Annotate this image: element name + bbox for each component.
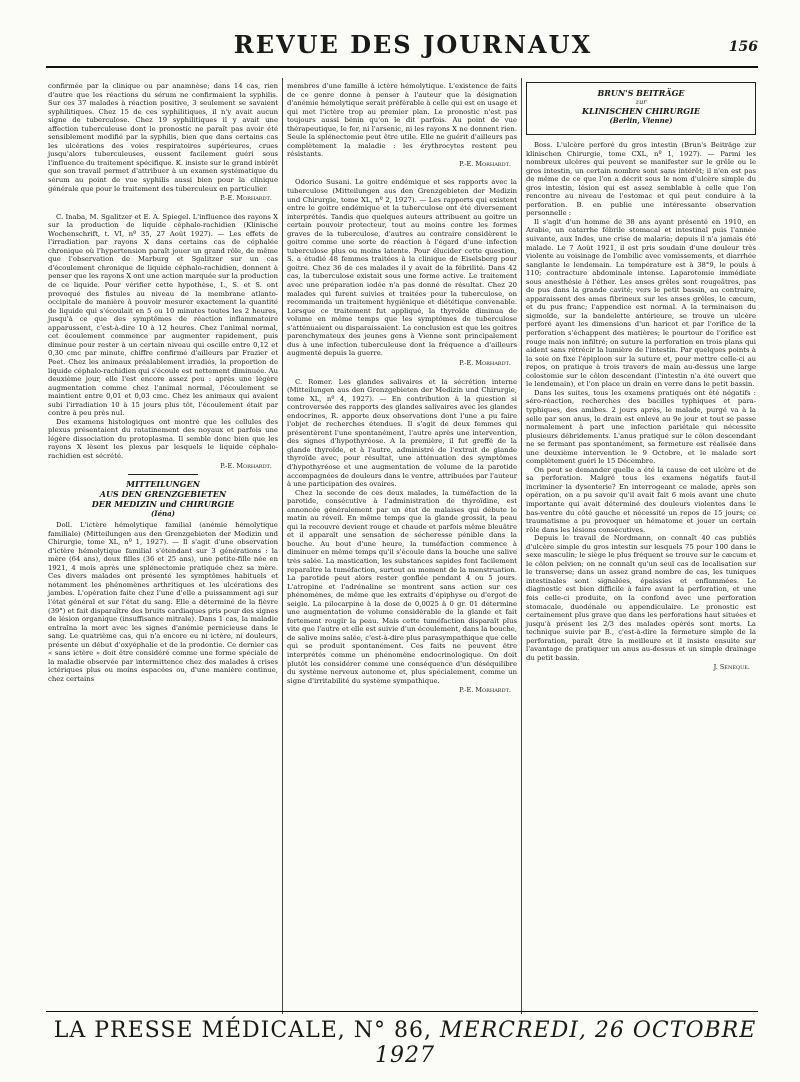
column-3 — [526, 82, 756, 674]
paragraph: confirmée par la clinique ou par anamnèse; dans 14 cas, rien d'autre que les réactions du sérum ne confirmaient la syphilis. Sur ces 37 malades à réaction positive, 3 seulement se savaient syphilitiques. Chez 15 de ces syphilitiques, il n'y avait aucun signe de tuberculose. Chez 19 syphilitiques il y avait une affection tuberculeuse dont le pronostic ne paraît pas avoir été sensiblement modifié par la syphilis, bien que dans certains cas les ulcérations des voies respiratoires supérieures, crues jusqu'alors tuberculeuses, eussent facilement guéri sous l'influence du traitement spécifique. K. insiste sur le grand intérêt que son travail permet d'attribuer à un examen systématique du sérum au point de vue syphilis aussi bien pour la clinique générale que pour le traitement des tuberculeux en particulier. — [48, 82, 278, 193]
paragraph: Depuis le travail de Nordmann, on connaît 40 cas publiés d'ulcère simple du gros intestin sur lesquels 75 pour 100 dans le sexe masculin; le siège le plus fréquent se trouve sur le cæcum et le côlon pelvien; on ne connaît qu'un seul cas de localisation sur le transverse; dans un assez grand nombre de cas, les tuniques intestinales sont signalées, épaissies et enflammées. Le diagnostic est bien difficile à faire avant la perforation, et une fois celle-ci produite, on la confond avec une perforation stomacale, duodénale ou appendiculaire. Le pronostic est certainement plus grave que dans les perforations haut situées et jusqu'à présent les 2/3 des malades opérés sont morts. La technique suivie par B., c'est-à-dire la fermeture simple de la perforation, paraît être la meilleure et il insiste ensuite sur l'avantage de pratiquer un anus au-dessus et un simple drainage du petit bassin. — [526, 534, 756, 662]
article-paragraph: C. Inaba, M. Sgalitzer et E. A. Spiegel. L'influence des rayons X sur la production de liquide céphalo-rachidien (Klinische Wochenschrift, t. VI, nº 35, 27 Août 1927). — Les effets de l'irradiation par rayons X dans certains cas de céphalée chronique où l'hypertension paraît jouer un grand rôle, de même que l'observation de Marburg et Sgalitzer sur un cas d'écoulement chronique de liquide céphalo-rachidien, donnent à penser que les rayons X ont une action marquée sur la production de ce liquide. Pour vérifier cette hypothèse, I., S. et S. ont provoqué des fistules au niveau de la membrane atlanto-occipitale de manière à pouvoir mesurer exactement la quantité de liquide qui s'écoulait en 5 ou 10 minutes toutes les 2 heures, jusqu'à ce que des symptômes de réaction inflammatoire apparussent, c'est-à-dire 10 à 12 heures. Chez l'animal normal, cet écoulement commence par augmenter rapidement, puis diminue pour rester à un certain niveau qui oscille entre 0,12 et 0,30 cmc par minute, chiffre confirmé d'ailleurs par Frazier et Peet. Chez les animaux préalablement irradiés, la proportion de liquide céphalo-rachidien qui s'écoule est nettement diminuée. Au deuxième jour, elle l'est encore assez peu : après une légère augmentation comme chez l'animal normal, l'écoulement se maintient entre 0,01 et 0,03 cmc. Chez les animaux qui avaient subi l'irradiation 10 à 15 jours plus tôt, l'écoulement était par contre à peu près nul. — [48, 212, 278, 418]
paragraph: Chez la seconde de ces deux malades, la tuméfaction de la parotide, consécutive à l'administration de thyroïdine, est annoncée généralement par un état de malaises qui débute le matin au réveil. En même temps que la glande grossit, la peau qui la recouvre devient rouge et chaude et parfois même bleuâtre et il apparaît une sensation de sécheresse pénible dans la bouche. Au bout d'une heure, la tuméfaction commence à diminuer en même temps qu'il s'écoule dans la bouche une salive très salée. La mastication, les substances sapides font facilement reparaître la tuméfaction, surtout au moment de la menstruation. La parotide peut alors rester gonflée pendant 4 ou 5 jours. L'atropine et l'adrénaline se montrent sans action sur ces phénomènes, de même que les extraits d'épiphyse ou d'ergot de seigle. La pilocarpine à la dose de 0,0025 à 0 gr. 01 détermine une augmentation de volume considérable de la glande et fait fortement rougir la peau. Mais cette tuméfaction disparaît plus vite que l'autre et elle est suivie d'un écoulement, dans la bouche, de salive moins salée, c'est-à-dire plus parasympathique que celle qui se produit spontanément. Ces faits ne peuvent être interprétés comme un phénomène endocrinologique. On doit plutôt les considérer comme une conséquence d'un déséquilibre du système nerveux autonome et, plus spécialement, comme un signe d'irritabilité du système sympathique. — [287, 488, 517, 685]
section-heading: KLINISCHEN CHIRURGIE — [582, 106, 700, 116]
article-paragraph: Boss. L'ulcère perforé du gros intestin (Brun's Beiträge zur klinischen Chirurgie, tome CXL, nº 1, 1927). — Parmi les nombreux ulcères qui peuvent se manifester sur le grêle ou le gros intestin, un certain nombre sont sans intérêt; il n'en est pas de même de ce que l'on a décrit sous le nom d'ulcère simple du gros intestin, lésion qui est assez semblable à celle que l'on rencontre au niveau de l'estomac et qui peut conduire à la perforation. B. en publie une intéressante observation personnelle : — [526, 141, 756, 218]
issue-date: MERCREDI, 26 OCTOBRE 1927 — [375, 1018, 757, 1068]
page-footer — [40, 1018, 770, 1068]
section-heading: DER MEDIZIN und CHIRURGIE — [91, 499, 235, 510]
footer-rule — [46, 1011, 758, 1012]
page-number: 156 — [728, 39, 758, 55]
author-signature: P.-E. Morhardt. — [220, 194, 272, 203]
section-heading: MITTEILUNGEN — [126, 479, 200, 490]
column-divider — [282, 78, 283, 1014]
paragraph: On peut se demander quelle a été la cause de cet ulcère et de sa perforation. Malgré tous les examens négatifs faut-il incriminer la dysenterie? En interrogeant ce malade, après son opération, on a pu savoir qu'il avait fait 6 mois avant une chute importante qui avait déterminé des douleurs violentes dans le bas-ventre du côté gauche et nécessité un repos de 15 jours; ce traumatisme a pu provoquer un hématome et jouer un certain rôle dans les lésions consécutives. — [526, 465, 756, 534]
running-title: REVUE DES JOURNAUX — [233, 30, 593, 59]
page-header — [46, 30, 780, 66]
article-paragraph: Odorico Susani. Le goitre endémique et ses rapports avec la tuberculose (Mitteilungen aus den Grenzgebieten der Medizin und Chirurgie, tome XL, nº 2, 1927). — Les rapports qui existent entre le goitre endémique et la tuberculose ont été diversement interprétés. Tandis que quelques auteurs attribuent au goitre un certain pouvoir protecteur, tout au moins contre les formes graves de la tuberculose, d'autres au contraire considèrent le goitre comme une sorte de réaction à l'égard d'une infection tuberculose plus ou moins latente. Pour élucider cette question, S. a étudié 48 femmes traitées à la clinique de Eiselsberg pour goitre. Chez 36 de ces malades il y avait de la fébrilité. Dans 42 cas, la tuberculose existait sous une forme active. Le traitement avec une préparation iodée n'a pas donné de résultat. Chez 20 malades qui furent suivies et traitées pour la tuberculose, on recommanda un traitement hygiénique et diététique convenable. Lorsque ce traitement fut appliqué, la thyroïde diminua de volume en même temps que les symptômes de tuberculose s'atténuaient ou disparaissaient. La conclusion est que les goitres parenchymateux des jeunes gens à Vienne sont principalement dus à une infection tuberculeuse dont la fréquence a d'ailleurs augmenté depuis la guerre. — [287, 178, 517, 358]
separator — [128, 474, 198, 475]
author-signature: J. Sénèque. — [713, 663, 750, 672]
paragraph: membres d'une famille à ictère hémolytique. L'existence de faits de ce genre donne à penser à l'auteur que la désignation d'anémie hémolytique serait préférable à celle qui est en usage et qui met l'ictère trop au premier plan. Le pronostic n'est pas toujours aussi bénin qu'on le dit parfois. Au point de vue thérapeutique, le fer, ni l'arsenic, ni les rayons X ne donnent rien. Seule la splénectomie peut être utile. Elle ne guérit d'ailleurs pas complètement la maladie : les érythrocytes restent peu résistants. — [287, 82, 517, 159]
section-box — [526, 82, 756, 135]
author-signature: P.-E. Morhardt. — [220, 461, 272, 470]
author-signature: P.-E. Morhardt. — [459, 159, 511, 168]
section-city: (Berlin, Vienne) — [609, 116, 673, 125]
journal-issue: LA PRESSE MÉDICALE, N° 86, — [53, 1018, 432, 1043]
paragraph: Il s'agit d'un homme de 38 ans ayant présenté en 1910, en Arabie, un catarrhe fébrile stomacal et intestinal puis l'année suivante, aux Indes, une crise de malaria; depuis il n'a jamais été malade. Le 7 Août 1921, il est pris soudain d'une douleur très violente au voisinage de l'ombilic avec vomissements, et diarrhée sanglante le lendemain. La température est à 38°9, le pouls à 110; contracture abdominale intense. Laparotomie immédiate sous anesthésie à l'éther. Les anses grêles sont rougeâtres, pas de pus dans la grande cavité; vers le petit bassin, au contraire, apparaissent des amas fibrineux sur les anses grêles, le cæcum, et du pus franc; l'appendice est normal. A la terminaison du sigmoïde, sur la bandelette antérieure, se trouve un ulcère perforé ayant les dimensions d'un haricot et par l'orifice de la perforation s'échappent des matières; le pourtour de l'orifice est rouge mais non infiltré; on suture la perforation en trois plans qui aident sans rétrécir la lumière de l'intestin. Par quelques points à la soie on fixe l'épiploon sur la suture et, pour mettre celle-ci au repos, on pratique à trois travers de main au-dessus une large colostomie sur le côlon descendant (l'intestin n'a été ouvert que le lendemain), et l'on place un drain en verre dans le petit bassin. — [526, 217, 756, 389]
paragraph: Des examens histologiques ont montré que les cellules des plexus présentaient du ratatinement des noyaux et parfois une légère dissociation du protoplasma. Il semble donc bien que les rayons X lèsent les plexus par lesquels le liquide céphalo-rachidien est sécrété. — [48, 417, 278, 460]
section-heading: AUS DEN GRENZGEBIETEN — [99, 489, 227, 500]
paragraph: Dans les suites, tous les examens pratiqués ont été négatifs : séro-réaction, recherches des bacilles typhiques et para-typhiques, des amibes. 2 jours après, le malade, purgé va à la selle par son anus, le drain est enlevé au 9e jour et tout se passe normalement à part une infection pariétale qui nécessite plusieurs débridements. L'anus pratiqué sur le côlon descendant ne se fermant pas spontanément, sa fermeture est réalisée dans une deuxième intervention le 9 Octobre, et le malade sort complètement guéri le 15 Décembre. — [526, 388, 756, 466]
author-signature: P.-E. Morhardt. — [459, 686, 511, 695]
column-1 — [48, 82, 278, 683]
author-signature: P.-E. Morhardt. — [459, 358, 511, 367]
article-paragraph: Doll. L'ictère hémolytique familial (anémie hémolytique familiale) (Mitteilungen aus den Grenzgebieten der Medizin und Chirurgie, tome XL, nº 1, 1927). — Il s'agit d'une observation d'ictère hémolytique familial s'étendant sur 3 générations : la mère (64 ans), deux filles (36 et 25 ans), une petite-fille née en 1921, 4 mois après une splénectomie pratiquée chez sa mère. Ces divers malades ont présenté les symptômes habituels et notamment les phénomènes arthritiques et les ulcérations des jambes. L'opération faite chez l'une d'elle a puissamment agi sur l'état général et sur l'état du sang. Elle a déterminé de la fièvre (39°) et fait disparaître des bruits cardiaques pris pour des signes de lésion organique (insuffisance mitrale). Dans 1 cas, la maladie entraîna la mort avec les signes d'anémie pernicieuse dans le sang. Le quatrième cas, qui n'a encore eu ni ictère, ni douleurs, présente un début d'oxyéphalie et de la prodontie. Ce dernier cas « sans ictère » doit être considéré comme une forme spéciale de la maladie observée par intermittence chez des malades à crises ictériques plus ou moins espacées ou, d'une manière continue, chez certains — [48, 521, 278, 683]
section-heading: BRUN'S BEITRÄGE — [597, 88, 685, 98]
section-city: (Iéna) — [151, 509, 175, 519]
column-divider — [521, 78, 522, 1014]
section-subheading: zur — [635, 98, 647, 106]
article-paragraph: C. Romer. Les glandes salivaires et la sécrétion interne (Mitteilungen aus den Grenzgebieten der Medizin und Chirurgie, tome XL, nº 4, 1927). — En contribution à la question si controversée des rapports des glandes salivaires avec les glandes endocrines, R. apporte deux observations dont l'une a pu faire l'objet de recherches étendues. Il s'agit de deux femmes qui présentèrent l'une spontanément, l'autre après une intervention, des signes d'hypothyréose. A la première, il fut greffé de la glande thyroïde, et à l'autre, administré de l'extrait de glande thyroïde avec, pour résultat, une atténuation des symptômes d'hypothyréose et une augmentation de volume de la parotide accompagnées de douleurs dans le ventre, attribuées par l'auteur à une participation des ovaires. — [287, 377, 517, 489]
header-rule — [46, 66, 758, 68]
column-2 — [287, 82, 517, 697]
